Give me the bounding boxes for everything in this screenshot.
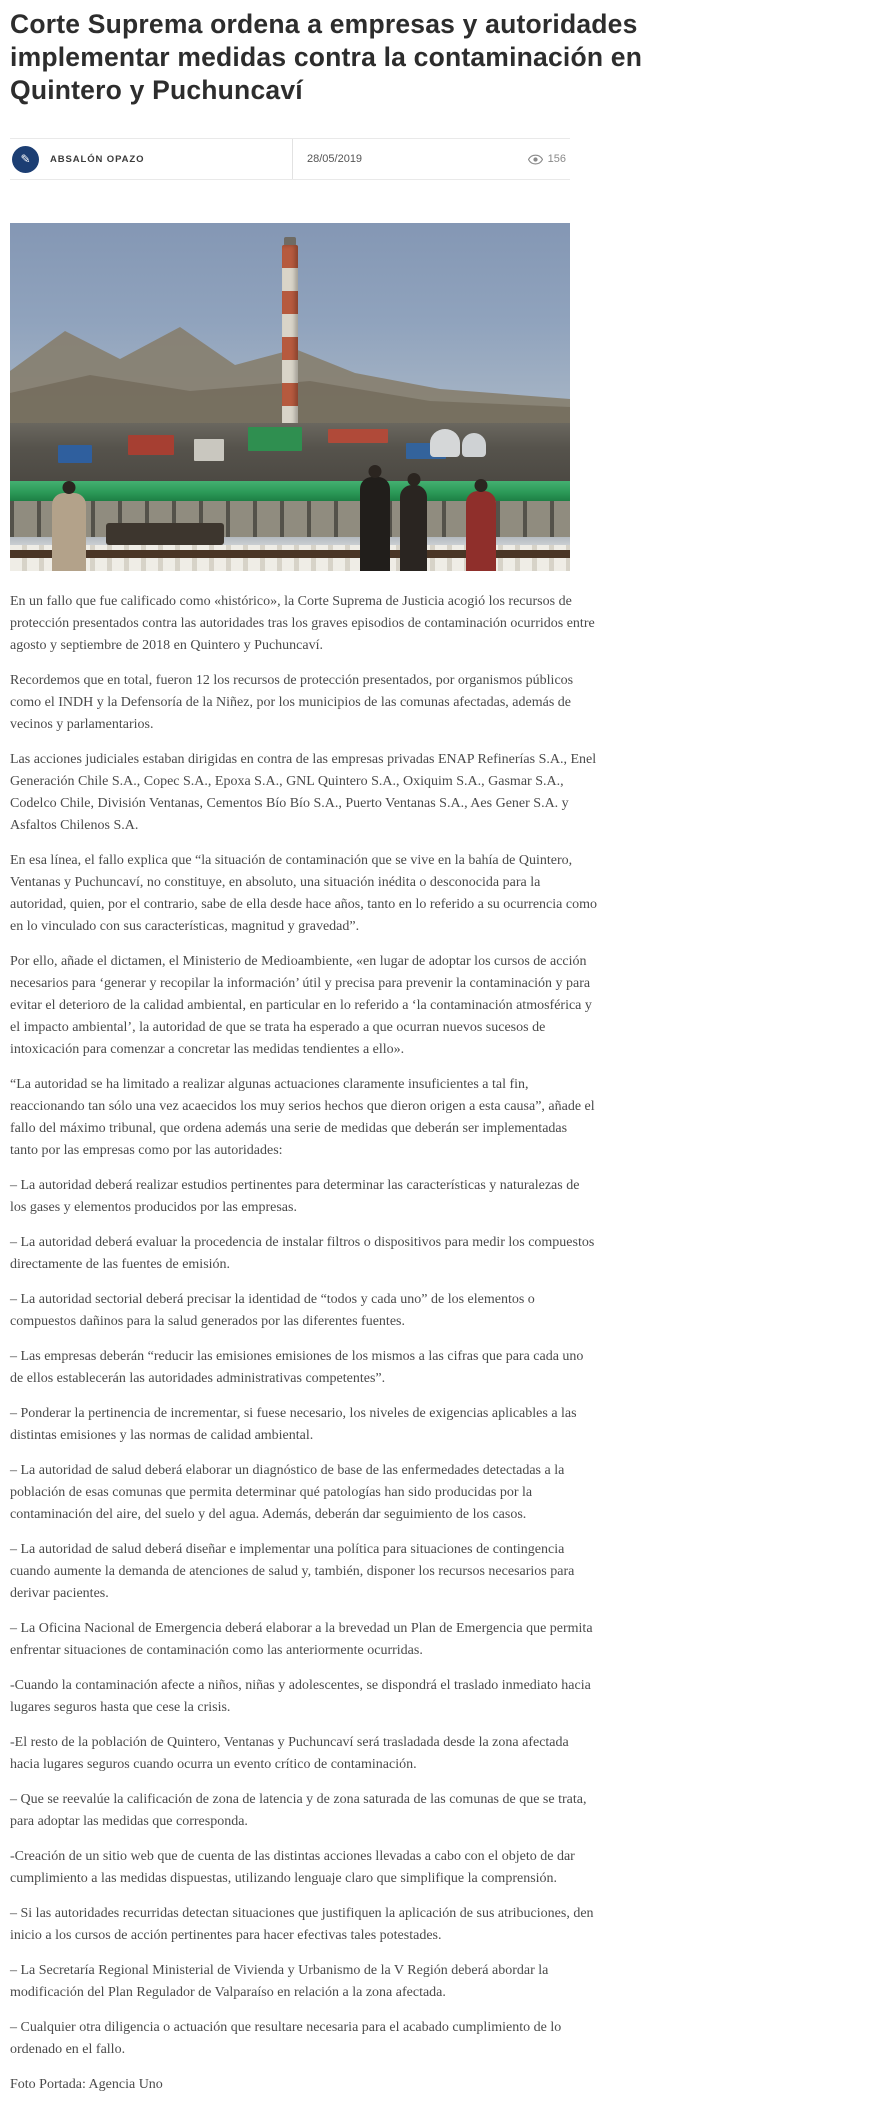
article-paragraph: Recordemos que en total, fueron 12 los recursos de protección presentados, por organismos públicos como el INDH y la Defensoría de la Niñez, por los municipios de las comunas afectadas, además de vecinos y parlamentarios.	[10, 673, 574, 732]
article-paragraph: – La autoridad de salud deberá elaborar un diagnóstico de base de las enfermedades detectadas a la población de esas comunas que permita determinar qué patologías han sido producidas por la contaminación del aire, del suelo y del agua. Además, deberán dar seguimiento de los casos.	[10, 1463, 565, 1522]
page-title	[10, 8, 670, 107]
article-paragraph: – La Secretaría Regional Ministerial de Vivienda y Urbanismo de la V Región deberá abordar la modificación del Plan Regulador de Valparaíso en relación a la zona afectada.	[10, 1963, 549, 2000]
photo-credit: Foto Portada: Agencia Uno	[10, 2077, 163, 2092]
photo-plant-structure	[58, 445, 92, 463]
article-body	[10, 591, 598, 2096]
article-paragraph: -Creación de un sitio web que de cuenta de las distintas acciones llevadas a cabo con el objeto de dar cumplimiento a las medidas dispuestas, utilizando lenguaje claro que simplifique la comprensión.	[10, 1849, 575, 1886]
photo-plant-structure	[328, 429, 388, 443]
article-paragraph: – Que se reevalúe la calificación de zona de latencia y de zona saturada de las comunas de que se trata, para adoptar las medidas que corresponda.	[10, 1792, 587, 1829]
photo-storage-tank	[430, 429, 460, 457]
photo-plant-structure	[128, 435, 174, 455]
page-title-line-2: implementar medidas contra la contaminación en	[10, 42, 643, 72]
author-block[interactable]	[10, 139, 292, 179]
article-paragraph: – La Oficina Nacional de Emergencia deberá elaborar a la brevedad un Plan de Emergencia que permita enfrentar situaciones de contaminación como las anteriormente ocurridas.	[10, 1621, 593, 1658]
article-paragraph: – La autoridad de salud deberá diseñar e implementar una política para situaciones de contingencia cuando aumente la demanda de atenciones de salud y, también, disponer los recursos necesarios para derivar pacientes.	[10, 1542, 575, 1601]
article-paragraph: – Las empresas deberán “reducir las emisiones emisiones de los mismos a las cifras que para cada uno de ellos establecerán las autoridades administrativas competentes”.	[10, 1349, 584, 1386]
article-paragraph: -Cuando la contaminación afecte a niños, niñas y adolescentes, se dispondrá el traslado inmediato hacia lugares seguros hasta que cese la crisis.	[10, 1678, 591, 1715]
pen-icon: ✎	[20, 152, 31, 166]
author-name[interactable]: ABSALÓN OPAZO	[50, 153, 145, 165]
article-paragraph: – La autoridad sectorial deberá precisar la identidad de “todos y cada uno” de los elementos o compuestos dañinos para la salud generados por las diferentes fuentes.	[10, 1292, 535, 1329]
view-counter	[528, 139, 570, 179]
article-paragraph: – Si las autoridades recurridas detectan situaciones que justifiquen la aplicación de sus atribuciones, den inicio a los cursos de acción pertinentes para hacer efectivas tales potestades.	[10, 1906, 594, 1943]
article-paragraph: – La autoridad deberá realizar estudios pertinentes para determinar las características y naturalezas de los gases y elementos producidos por las empresas.	[10, 1178, 580, 1215]
article-paragraph: -El resto de la población de Quintero, Ventanas y Puchuncaví será trasladada desde la zona afectada hacia lugares seguros cuando ocurra un evento crítico de contaminación.	[10, 1735, 569, 1772]
photo-pedestrian-silhouette	[52, 493, 86, 571]
publish-date: 28/05/2019	[292, 139, 528, 179]
article-paragraph: Por ello, añade el dictamen, el Ministerio de Medioambiente, «en lugar de adoptar los cursos de acción necesarios para ‘generar y recopilar la información’ útil y precisa para prevenir la contaminación y para evitar el deterioro de la calidad ambiental, en particular en lo referido a ‘la contaminación atmosférica y el impacto ambiental’, la autoridad de que se trata ha esperado a que ocurran nuevos sucesos de intoxicación para comenzar a concretar las medidas tendientes a ello».	[10, 954, 592, 1057]
article-paragraph: Las acciones judiciales estaban dirigidas en contra de las empresas privadas ENAP Refinerías S.A., Enel Generación Chile S.A., Copec S.A., Epoxa S.A., GNL Quintero S.A., Oxiquim S.A., Gasmar S.A., Codelco Chile, División Ventanas, Cementos Bío Bío S.A., Puerto Ventanas S.A., Aes Gener S.A. y Asfaltos Chilenos S.A.	[10, 752, 597, 833]
article-paragraph: – Cualquier otra diligencia o actuación que resultare necesaria para el acabado cumplimiento de lo ordenado en el fallo.	[10, 2020, 562, 2057]
eye-icon	[528, 154, 543, 165]
photo-bench-silhouette	[106, 523, 224, 545]
article-meta-bar	[10, 138, 570, 180]
article-paragraph: En un fallo que fue calificado como «histórico», la Corte Suprema de Justicia acogió los recursos de protección presentados contra las autoridades tras los graves episodios de contaminación ocurridos entre agosto y septiembre de 2018 en Quintero y Puchuncaví.	[10, 594, 595, 653]
photo-storage-tank	[462, 433, 486, 457]
photo-pedestrian-silhouette	[360, 477, 390, 571]
photo-plant-structure	[194, 439, 224, 461]
photo-pedestrian-silhouette	[400, 485, 427, 571]
photo-smokestack	[282, 245, 298, 431]
article-paragraph: – Ponderar la pertinencia de incrementar, si fuese necesario, los niveles de exigencias aplicables a las distintas emisiones y las normas de calidad ambiental.	[10, 1406, 577, 1443]
page-title-line-3: Quintero y Puchuncaví	[10, 75, 303, 105]
photo-plant-structure	[248, 427, 302, 451]
article-page	[10, 0, 670, 2096]
view-count: 156	[547, 153, 566, 165]
author-avatar[interactable]	[12, 146, 39, 173]
photo-pedestrian-silhouette	[466, 491, 496, 571]
article-paragraph: “La autoridad se ha limitado a realizar algunas actuaciones claramente insuficientes a tal fin, reaccionando tan sólo una vez acaecidos los muy serios hechos que dieron origen a esta causa”, añade el fallo del máximo tribunal, que ordena además una serie de medidas que deberán ser implementadas tanto por las empresas como por las autoridades:	[10, 1077, 595, 1158]
article-paragraph: – La autoridad deberá evaluar la procedencia de instalar filtros o dispositivos para medir los compuestos directamente de las fuentes de emisión.	[10, 1235, 595, 1272]
article-paragraph: En esa línea, el fallo explica que “la situación de contaminación que se vive en la bahía de Quintero, Ventanas y Puchuncaví, no constituye, en absoluto, una situación inédita o desconocida para la autoridad, quien, por el contrario, sabe de ella desde hace años, tanto en lo referido a su ocurrencia como en lo vinculado con sus características, magnitud y gravedad”.	[10, 853, 597, 934]
page-title-line-1: Corte Suprema ordena a empresas y autoridades	[10, 9, 638, 39]
article-photo	[10, 223, 570, 571]
